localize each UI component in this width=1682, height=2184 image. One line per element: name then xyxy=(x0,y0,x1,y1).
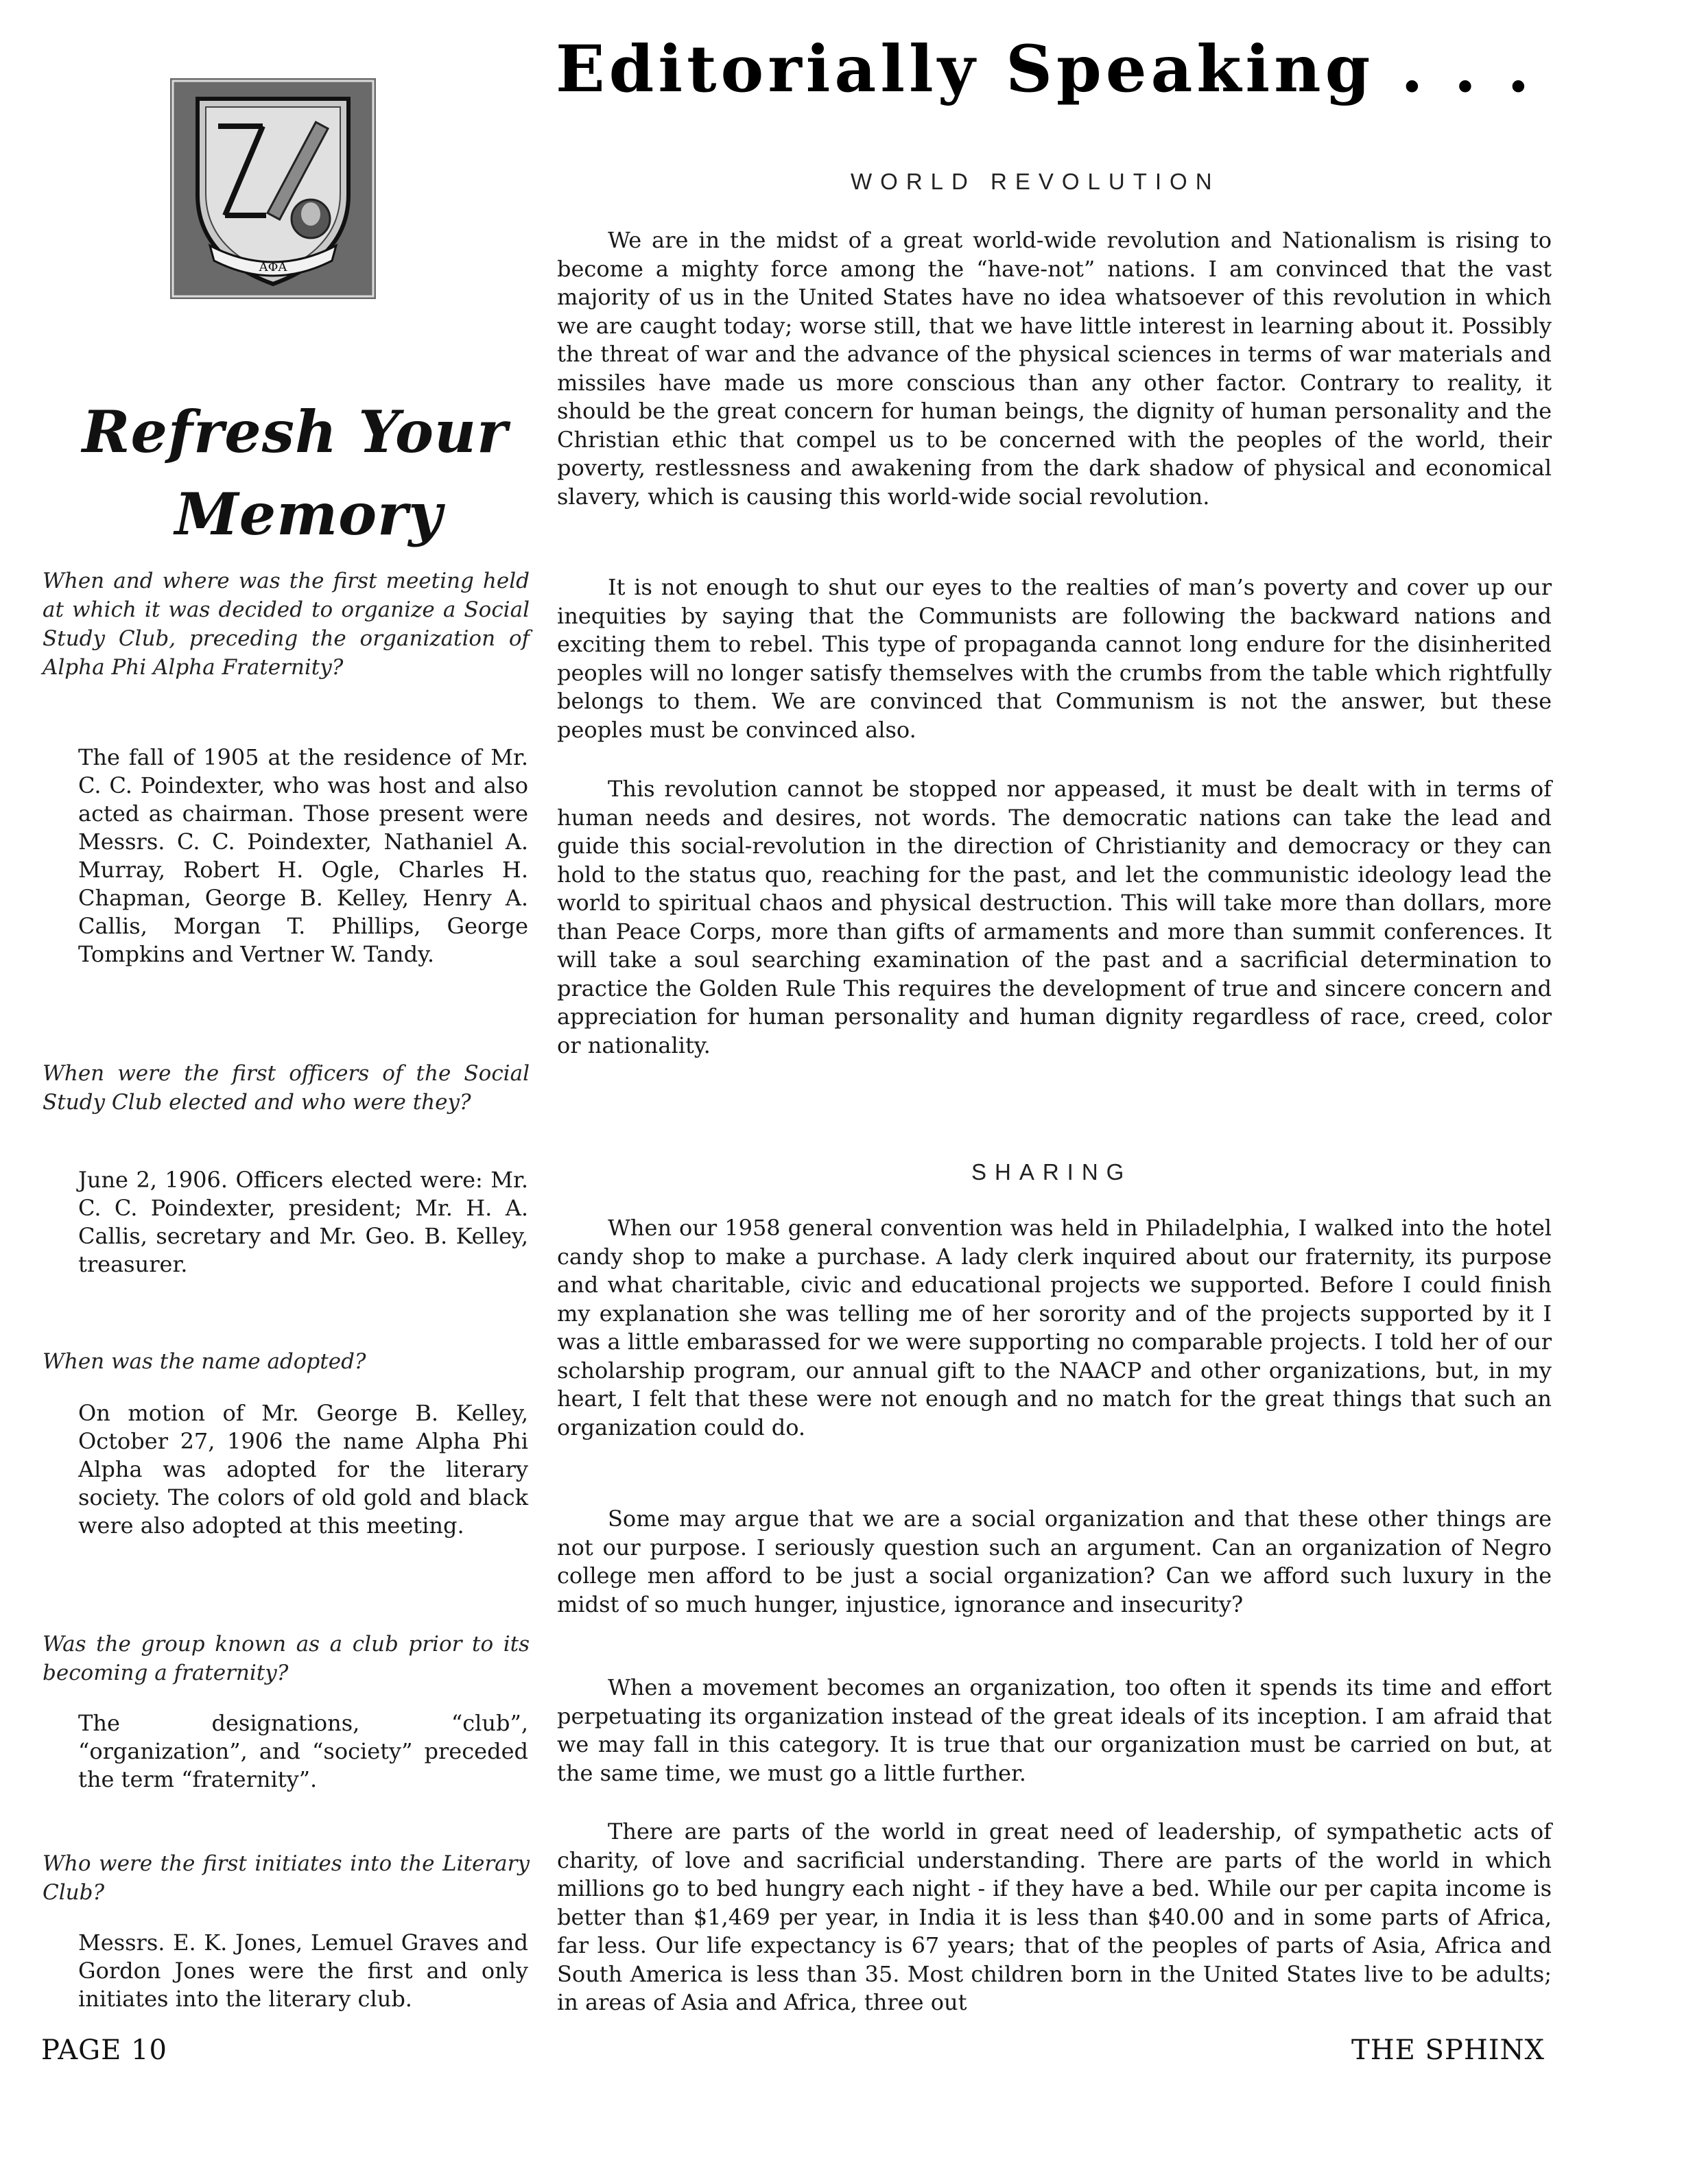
answer-5: Messrs. E. K. Jones, Lemuel Graves and Gordon Jones were the first and only initiates into the literary club. xyxy=(78,1930,528,2012)
world-revolution-heading: WORLD REVOLUTION xyxy=(851,169,1220,194)
sharing-paragraph-1: When our 1958 general convention was held in Philadelphia, I walked into the hotel candy shop to make a purchase. A lady clerk inquired about our fraternity, its purpose and what charitable, civic and educational projects we supported. Before I could finish my explanation she was telling me of her sorority and of the projects supported by it I was a little embarassed for we were supporting no comparable projects. I told her of our scholarship program, our annual gift to the NAACP and other organizations, but, in my heart, I felt that these were not enough and no match for the great things that such an organization could do. xyxy=(557,1215,1552,1440)
fraternity-crest xyxy=(170,78,376,299)
answer-3: On motion of Mr. George B. Kelley, October 27, 1906 the name Alpha Phi Alpha was adopted for the literary society. The colors of old gold and black were also adopted at this meeting. xyxy=(78,1400,528,1539)
answer-1: The fall of 1905 at the residence of Mr. C. C. Poindexter, who was host and also acted as chairman. Those present were Messrs. C. C. Poindexter, Nathaniel A. Murray, Robert H. Ogle, Charles H. Chapman, George B. Kelley, Henry A. Callis, Morgan T. Phillips, George Tompkins and Vertner W. Tandy. xyxy=(78,744,528,967)
answer-4: The designations, “club”, “organization”, and “society” preceded the term “fraternity”. xyxy=(78,1710,528,1792)
sidebar-title xyxy=(41,384,549,569)
sharing-heading: SHARING xyxy=(971,1159,1133,1185)
page-number: PAGE 10 xyxy=(41,2034,167,2066)
sharing-paragraph-4: There are parts of the world in great need of leadership, of sympathetic acts of charity, of love and sacrificial understanding. There are parts of the world in which millions go to bed hungry each night - if they have a bed. While our per capita income is better than $1,469 per year, in India it is less than $40.00 and in some parts of Africa, far less. Our life expectancy is 67 years; that of the peoples of parts of Asia, Africa and South America is less than 35. Most children born in the United States live to be adults; in areas of Asia and Africa, three out xyxy=(557,1818,1552,2015)
publication-name: THE SPHINX xyxy=(1351,2034,1545,2066)
question-4: Was the group known as a club prior to its becoming a fraternity? xyxy=(43,1632,530,1685)
sidebar-title-line1: Refresh Your xyxy=(82,398,508,466)
editorial-title: Editorially Speaking . . . xyxy=(556,32,1534,107)
sharing-paragraph-2: Some may argue that we are a social organization and that these other things are not our purpose. I seriously question such an argument. Can an organization of Negro college men afford to be just a social organization? Can we afford such luxury in the midst of so much hunger, injustice, ignorance and insecurity? xyxy=(557,1506,1552,1617)
world-revolution-paragraph-3: This revolution cannot be stopped nor appeased, it must be dealt with in terms of human needs and desires, not words. The democratic nations can take the lead and guide this social-revolution in the direction of Christianity and democracy or they can hold to the status quo, reaching for the past, and let the communistic ideology lead the world to spiritual chaos and physical destruction. This will take more than dollars, more than Peace Corps, more than gifts of armaments and more than summit conferences. It will take a soul searching examination of the past and a sacrificial determination to practice the Golden Rule This requires the development of true and sincere concern and appreciation for human personality and human dignity regardless of race, creed, color or nationality. xyxy=(557,776,1552,1058)
question-2: When were the first officers of the Social Study Club elected and who were they? xyxy=(43,1061,530,1115)
question-3: When was the name adopted? xyxy=(43,1349,366,1374)
crest-letters: ΑΦΑ xyxy=(259,260,287,274)
question-1: When and where was the first meeting held at which it was decided to organize a Social Study Club, preceding the organization of Alpha Phi Alpha Fraternity? xyxy=(43,569,530,680)
sharing-paragraph-3: When a movement becomes an organization, too often it spends its time and effort perpetuating its organization instead of the great ideals of its inception. I am afraid that we may fall in this category. It is true that our organization must be carried on but, at the same time, we must go a little further. xyxy=(557,1674,1552,1786)
world-revolution-paragraph-1: We are in the midst of a great world-wide revolution and Nationalism is rising to become a mighty force among the “have-not” nations. I am convinced that the vast majority of us in the United States have no idea whatsoever of this revolution in which we are caught today; worse still, that we have little interest in learning about it. Possibly the threat of war and the advance of the physical sciences in terms of war materials and missiles have made us more conscious than any other factor. Contrary to reality, it should be the great concern for human beings, the dignity of human personality and the Christian ethic that compel us to be concerned with the peoples of the world, their poverty, restlessness and awakening from the dark shadow of physical and economical slavery, which is causing this world-wide social revolution. xyxy=(557,227,1552,510)
answer-2: June 2, 1906. Officers elected were: Mr. C. C. Poindexter, president; Mr. H. A. Callis, secretary and Mr. Geo. B. Kelley, treasurer. xyxy=(78,1167,528,1277)
sidebar-title-line2: Memory xyxy=(174,480,443,548)
question-5: Who were the first initiates into the Literary Club? xyxy=(43,1851,530,1905)
world-revolution-paragraph-2: It is not enough to shut our eyes to the realties of man’s poverty and cover up our inequities by saying that the Communists are following the backward nations and exciting them to rebel. This type of propaganda cannot long endure for the disinherited peoples will no longer satisfy themselves with the crumbs from the table which rightfully belongs to them. We are convinced that Communism is not the answer, but these peoples must be convinced also. xyxy=(557,574,1552,743)
